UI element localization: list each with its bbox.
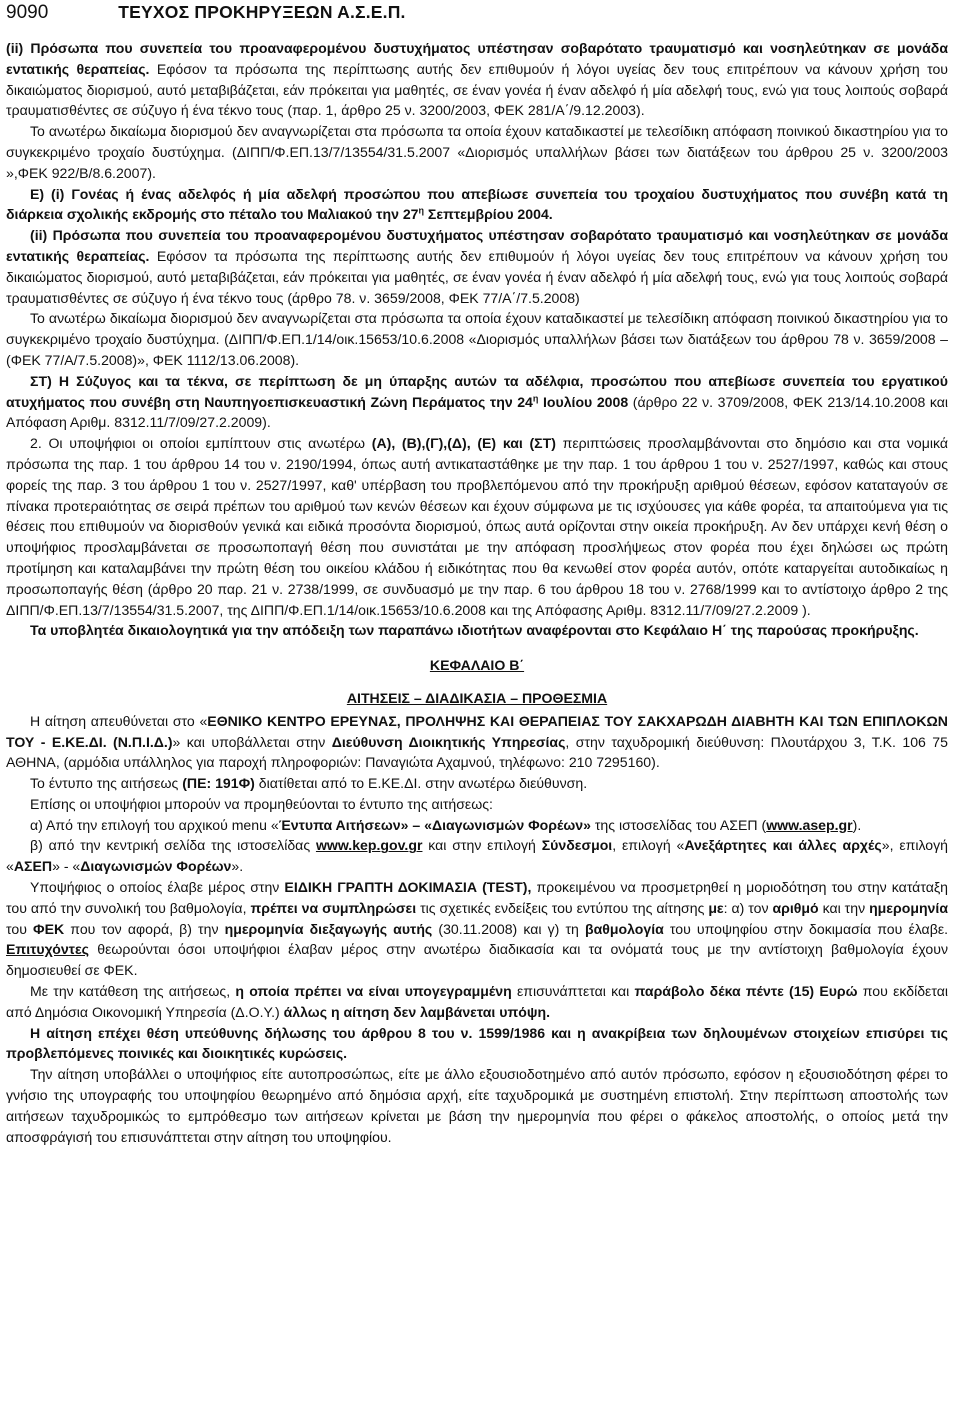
paragraph-solemn-declaration: Η αίτηση επέχει θέση υπεύθυνης δήλωσης του άρθρου 8 του ν. 1599/1986 και η ανακρίβεια των δηλουμένων στοιχείων επισύρει τις προβλεπόμενες ποινικές και διοικητικές κυρώσεις. [6, 1024, 948, 1062]
paragraph-submission-methods: Την αίτηση υποβάλλει ο υποψήφιος είτε αυτοπροσώπως, είτε με άλλο εξουσιοδοτημένο από αυτόν πρόσωπο, εφόσον η εξουσιοδότηση φέρει το γνήσιο της υπογραφής του υποψηφίου θεωρημένο από δημόσια αρχή, είτε ταχυδρομικά με συστημένη επιστολή. Στην περίπτωση αποστολής των αιτήσεων ταχυδρομικώς το εμπρόθεσμο των αιτήσεων κρίνεται με βάση την ημερομηνία που φέρει ο φάκελος αποστολής, ο οποίος μετά την αποσφράγισή του επισυνάπτεται στην αίτηση του υποψηφίου. [6, 1066, 948, 1145]
paragraph-e-conviction-exclusion: Το ανωτέρω δικαίωμα διορισμού δεν αναγνωρίζεται στα πρόσωπα τα οποία έχουν καταδικαστεί με τελεσίδικη απόφαση ποινικού δικαστηρίου για το συγκεκριμένο τροχαίο δυστύχημα. (ΔΙΠΠ/Φ.ΕΠ.1/14/οικ.15653/10.6.2008 «Διορισμός υπαλλήλων βάσει των διατάξεων του άρθρου 78 ν. 3659/2008 – (ΦΕΚ 77/Α/7.5.2008)», ΦΕΚ 1112/13.06.2008). [6, 310, 948, 368]
paragraph-special-test: Υποψήφιος ο οποίος έλαβε μέρος στην ΕΙΔΙΚΗ ΓΡΑΠΤΗ ΔΟΚΙΜΑΣΙΑ (TEST), προκειμένου να προσμετρηθεί η μοριοδότηση του στην κατάταξη του από την συνολική του βαθμολογία, πρέπει να συμπληρώσει τις σχετικές ενδείξεις του εντύπου της αίτησης με: α) τον αριθμό και την ημερομηνία του ΦΕΚ που τον αφορά, β) την ημερομηνία διεξαγωγής αυτής (30.11.2008) και γ) τη βαθμολογία του υποψηφίου στην δοκιμασία που έλαβε. Επιτυχόντες θεωρούνται όσοι υποψήφιοι έλαβαν μέρος στην ανωτέρω διαδικασία και τα ονόματά τους με την αντίστοιχη βαθμολογία έχουν δημοσιευθεί σε ΦΕΚ. [6, 879, 949, 979]
bold-heading: Ε) (i) Γονέας ή ένας αδελφός ή μία αδελφή προσώπου που απεβίωσε συνεπεία του τροχαίου δυστυχήματος που συνέβη κατά τη διάρκεια σχολικής εκδρομής στο πέταλο του Μαλιακού την $27^\eta$ Σεπτεμβρίου 2004. [6, 185, 948, 223]
paragraph-conviction-exclusion: Το ανωτέρω δικαίωμα διορισμού δεν αναγνωρίζεται στα πρόσωπα τα οποία έχουν καταδικαστεί με τελεσίδικη απόφαση ποινικού δικαστηρίου για το συγκεκριμένο τροχαίο δυστύχημα. (ΔΙΠΠ/Φ.ΕΠ.13/7/13554/31.5.2007 «Διορισμός υπαλλήλων βάσει των διατάξεων του άρθρου 25 ν. 3200/2003 »,ΦΕΚ 922/Β/8.6.2007). [6, 123, 948, 181]
bold-heading: (ii) Πρόσωπα που συνεπεία του προαναφερομένου δυστυχήματος υπέστησαν σοβαρότατο τραυματισμό και νοσηλεύτηκαν σε μονάδα εντατικής θεραπείας. [6, 227, 948, 264]
paragraph-supporting-documents: Τα υποβλητέα δικαιολογητικά για την απόδειξη των παραπάνω ιδιοτήτων αναφέρονται στο Κεφάλαιο Η΄ της παρούσας προκήρυξης. [30, 622, 919, 639]
gazette-page [6, 0, 948, 1147]
paragraph-ii-intensive-care: (ii) Πρόσωπα που συνεπεία του προαναφερομένου δυστυχήματος υπέστησαν σοβαρότατο τραυματισμό και νοσηλεύτηκαν σε μονάδα εντατικής θεραπείας. Εφόσον τα πρόσωπα της περίπτωσης αυτής δεν επιθυμούν ή λόγοι υγείας δεν τους επιτρέπουν να κάνουν χρήση του δικαιώματος διορισμού, αυτό μεταβιβάζεται, εάν πρόκειται για μαθητές, σε έναν γονέα ή έναν αδελφό ή μία αδελφή τους, ενώ για τους λοιπούς σοβαρά τραυματισθέντες σε σύζυγο ή ένα τέκνο τους (παρ. 1, άρθρο 25 ν. 3200/2003, ΦΕΚ 281/Α΄/9.12.2003). [6, 40, 948, 119]
paragraph-form-availability: Το έντυπο της αιτήσεως (ΠΕ: 191Φ) διατίθεται από το Ε.ΚΕ.ΔΙ. στην ανωτέρω διεύθυνση. [30, 775, 588, 792]
asep-link[interactable]: www.asep.gr [766, 816, 853, 833]
paragraph-st-perama: ΣΤ) Η Σύζυγος και τα τέκνα, σε περίπτωση δε μη ύπαρξης αυτών τα αδέλφια, προσώπου που απεβίωσε συνεπεία του εργατικού ατυχήματος που συνέβη στη Ναυπηγοεπισκευαστική Ζώνη Περάματος την $24^\eta$ Ιουλίου 2008 (άρθρο 22 ν. 3709/2008, ΦΕΚ 213/14.10.2008 και Απόφαση Αριθμ. 8312.11/7/09/27.2.2009). [6, 372, 949, 431]
bold-heading: (ii) Πρόσωπα που συνεπεία του προαναφερομένου δυστυχήματος υπέστησαν σοβαρότατο τραυματισμό και νοσηλεύτηκαν σε μονάδα εντατικής θεραπείας. [6, 40, 948, 77]
paragraph-e-ii-intensive-care: (ii) Πρόσωπα που συνεπεία του προαναφερομένου δυστυχήματος υπέστησαν σοβαρότατο τραυματισμό και νοσηλεύτηκαν σε μονάδα εντατικής θεραπείας. Εφόσον τα πρόσωπα της περίπτωσης αυτής δεν επιθυμούν ή λόγοι υγείας δεν τους επιτρέπουν να κάνουν χρήση του δικαιώματος διορισμού, αυτό μεταβιβάζεται, εάν πρόκειται για μαθητές, σε έναν γονέα ή έναν αδελφό ή μία αδελφή τους, ενώ για τους λοιπούς σοβαρά τραυματισθέντες σε σύζυγο ή ένα τέκνο τους (άρθρο 78. ν. 3659/2008, ΦΕΚ 77/Α΄/7.5.2008) [6, 227, 948, 306]
paragraph-e-maliakos [6, 184, 948, 226]
page-content [6, 38, 948, 1147]
bold-heading: ΣΤ) Η Σύζυγος και τα τέκνα, σε περίπτωση δε μη ύπαρξης αυτών τα αδέλφια, προσώπου που απεβίωσε συνεπεία του εργατικού ατυχήματος που συνέβη στη Ναυπηγοεπισκευαστική Ζώνη Περάματος την $24^\eta$ Ιουλίου 2008 [6, 372, 948, 410]
paragraph-2-hiring-rules: 2. Οι υποψήφιοι οι οποίοι εμπίπτουν στις ανωτέρω (Α), (Β),(Γ),(Δ), (Ε) και (ΣΤ) περιπτώσεις προσλαμβάνονται στο δημόσιο και στα νομικά πρόσωπα της παρ. 1 του άρθρου 14 του ν. 2190/1994, όπως αυτή αντικαταστάθηκε με την παρ. 1 του άρθρου 1 του ν. 2527/1997, καθώς και στους φορείς της παρ. 3 του άρθρου 1 του ν. 2527/1997, καθ' υπέρβαση του προβλεπόμενου από την προκήρυξη αριθμού θέσεων, εφόσον καταταγούν σε πίνακα προτεραιότητας σε σειρά πρέπων του αριθμού των κενών θέσεων και έχουν σύμφωνα με τις ισχύουσες για κάθε φορέα, τα απαιτούμενα για τις θέσεις που επιθυμούν να διορισθούν γενικά και ειδικά προσόντα διορισμού, όπως αυτά ορίζονται στην οικεία προκήρυξη. Αν δεν υπάρχει κενή θέση ο υποψήφιος προσλαμβάνεται σε προσωποπαγή θέση που συνιστάται με την απόφαση προσλήψεως στον φορέα που έχει δηλώσει ως πρώτη προτίμηση και καταλαμβάνει την πρώτη θέση του οικείου κλάδου ή ειδικότητας που θα κενωθεί στον φορέα αυτόν, οπότε καταργείται αυτοδικαίως η προσωποπαγής θέση (άρθρο 20 παρ. 21 ν. 2738/1999, σε συνδυασμό με την παρ. 6 του άρθρου 18 του ν. 2768/1999 και το αντίστοιχο άρθρο 2 της ΔΙΠΠ/Φ.ΕΠ.13/7/13554/31.5.2007, της ΔΙΠΠ/Φ.ΕΠ.1/14/οικ.15653/10.6.2008 και της Απόφασης Αριθμ. 8312.11/7/09/27.2.2009 ). [6, 435, 948, 618]
page-header [6, 2, 948, 28]
issue-title: ΤΕΥΧΟΣ ΠΡΟΚΗΡΥΞΕΩΝ Α.Σ.Ε.Π. [118, 2, 406, 22]
chapter-title: ΚΕΦΑΛΑΙΟ Β΄ [429, 657, 525, 674]
page-number: 9090 [6, 2, 49, 23]
paragraph-application-address: Η αίτηση απευθύνεται στο «ΕΘΝΙΚΟ ΚΕΝΤΡΟ ΕΡΕΥΝΑΣ, ΠΡΟΛΗΨΗΣ ΚΑΙ ΘΕΡΑΠΕΙΑΣ ΤΟΥ ΣΑΚΧΑΡΩΔΗ ΔΙΑΒΗΤΗ ΚΑΙ ΤΩΝ ΕΠΙΠΛΟΚΩΝ ΤΟΥ - Ε.ΚΕ.ΔΙ. (Ν.Π.Ι.Δ.)» και υποβάλλεται στην Διεύθυνση Διοικητικής Υπηρεσίας, στην ταχυδρομική διεύθυνση: Πλουτάρχου 3, Τ.Κ. 106 75 ΑΘΗΝΑ, (αρμόδια υπάλληλος για παροχή πληροφοριών: Παναγιώτα Αχαμνού, τηλέφωνο: 210 7295160). [6, 712, 948, 771]
paragraph-source-asep: α) Από την επιλογή του αρχικού menu «Έντυπα Αιτήσεων» – «Διαγωνισμών Φορέων» της ιστοσελίδας του ΑΣΕΠ (www.asep.gr). [30, 816, 862, 833]
paragraph-fee: Με την κατάθεση της αιτήσεως, η οποία πρέπει να είναι υπογεγραμμένη επισυνάπτεται και παράβολο δέκα πέντε (15) Ευρώ που εκδίδεται από Δημόσια Οικονομική Υπηρεσία (Δ.Ο.Υ.) άλλως η αίτηση δεν λαμβάνεται υπόψη. [6, 983, 948, 1020]
paragraph-form-sources-intro: Επίσης οι υποψήφιοι μπορούν να προμηθεύονται το έντυπο της αιτήσεως: [30, 795, 493, 812]
paragraph-source-kep: β) από την κεντρική σελίδα της ιστοσελίδας www.kep.gov.gr και στην επιλογή Σύνδεσμοι, επιλογή «Ανεξάρτητες και άλλες αρχές», επιλογή «ΑΣΕΠ» - «Διαγωνισμών Φορέων». [6, 837, 949, 875]
chapter-subtitle: ΑΙΤΗΣΕΙΣ – ΔΙΑΔΙΚΑΣΙΑ – ΠΡΟΘΕΣΜΙΑ [346, 689, 608, 706]
kep-link[interactable]: www.kep.gov.gr [315, 837, 423, 854]
